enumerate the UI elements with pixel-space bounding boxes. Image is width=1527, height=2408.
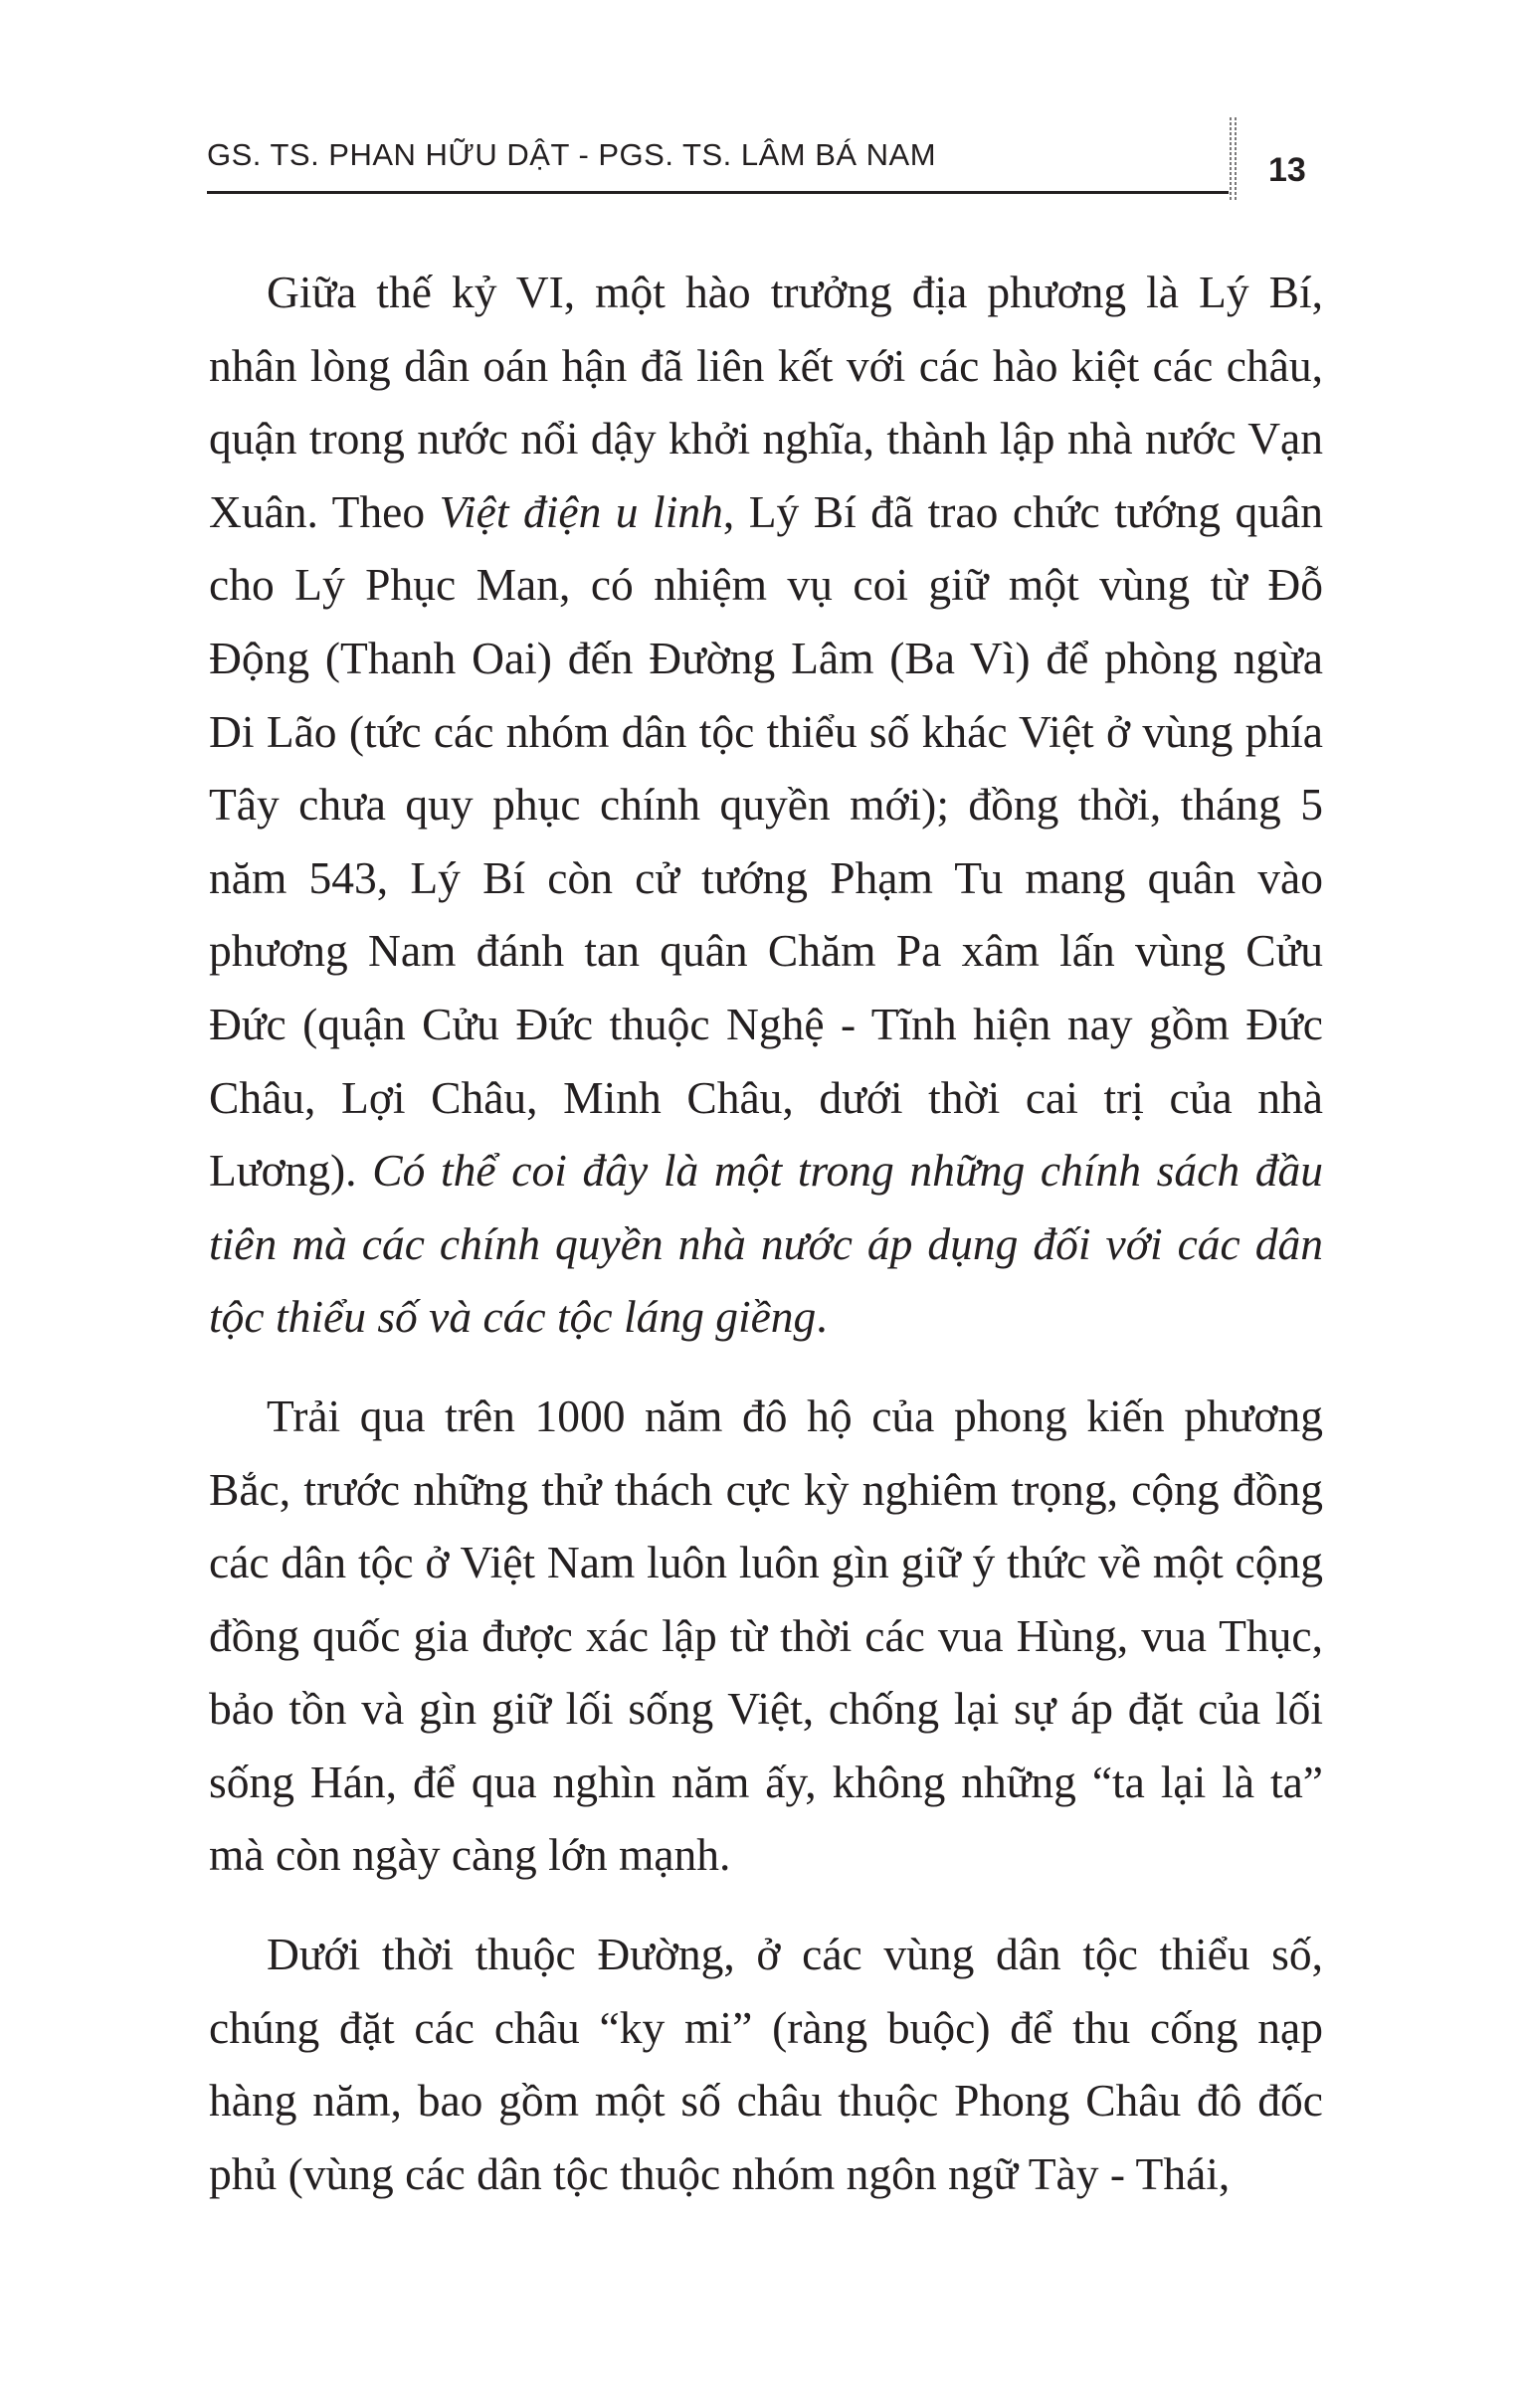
- paragraph-2: Trải qua trên 1000 năm đô hộ của phong kiến phương Bắc, trước những thử thách cực kỳ nghiêm trọng, cộng đồng các dân tộc ở Việt Nam luôn luôn gìn giữ ý thức về một cộng đồng quốc gia được xác lập từ thời các vua Hùng, vua Thục, bảo tồn và gìn giữ lối sống Việt, chống lại sự áp đặt của lối sống Hán, để qua nghìn năm ấy, không những “ta lại là ta” mà còn ngày càng lớn mạnh.: [209, 1389, 1323, 1881]
- book-title-viet-dien-u-linh: Việt điện u linh: [439, 485, 723, 537]
- paragraph-1-text-b: , Lý Bí đã trao chức tướng quân cho Lý Phục Man, có nhiệm vụ coi giữ một vùng từ Đỗ Động (Thanh Oai) đến Đường Lâm (Ba Vì) để phòng ngừa Di Lão (tức các nhóm dân tộc thiểu số khác Việt ở vùng phía Tây chưa quy phục chính quyền mới); đồng thời, tháng 5 năm 543, Lý Bí còn cử tướng Phạm Tu mang quân vào phương Nam đánh tan quân Chăm Pa xâm lấn vùng Cửu Đức (quận Cửu Đức thuộc Nghệ - Tĩnh hiện nay gồm Đức Châu, Lợi Châu, Minh Châu, dưới thời cai trị của nhà Lương).: [209, 485, 1323, 1197]
- paragraph-3: Dưới thời thuộc Đường, ở các vùng dân tộc thiểu số, chúng đặt các châu “ky mi” (ràng buộc) để thu cống nạp hàng năm, bao gồm một số châu thuộc Phong Châu đô đốc phủ (vùng các dân tộc thuộc nhóm ngôn ngữ Tày - Thái,: [209, 1929, 1323, 2199]
- page-number: 13: [1268, 151, 1306, 189]
- body-text: [209, 256, 1323, 2236]
- header-ornament: [1229, 117, 1239, 201]
- paragraph-1-emphasis: Có thể coi đây là một trong những chính sách đầu tiên mà các chính quyền nhà nước áp dụng đối với các dân tộc thiểu số và các tộc láng giềng: [209, 1145, 1323, 1343]
- paragraph-1: [209, 256, 1323, 1354]
- paragraph-1-text-a: Giữa thế kỷ VI, một hào trưởng địa phương là Lý Bí, nhân lòng dân oán hận đã liên kết với các hào kiệt các châu, quận trong nước nổi dậy khởi nghĩa, thành lập nhà nước Vạn Xuân. Theo: [209, 267, 1323, 537]
- header-rule: [207, 191, 1229, 194]
- running-head: GS. TS. PHAN HỮU DẬT - PGS. TS. LÂM BÁ NAM: [207, 137, 937, 172]
- paragraph-1-period: .: [816, 1291, 828, 1343]
